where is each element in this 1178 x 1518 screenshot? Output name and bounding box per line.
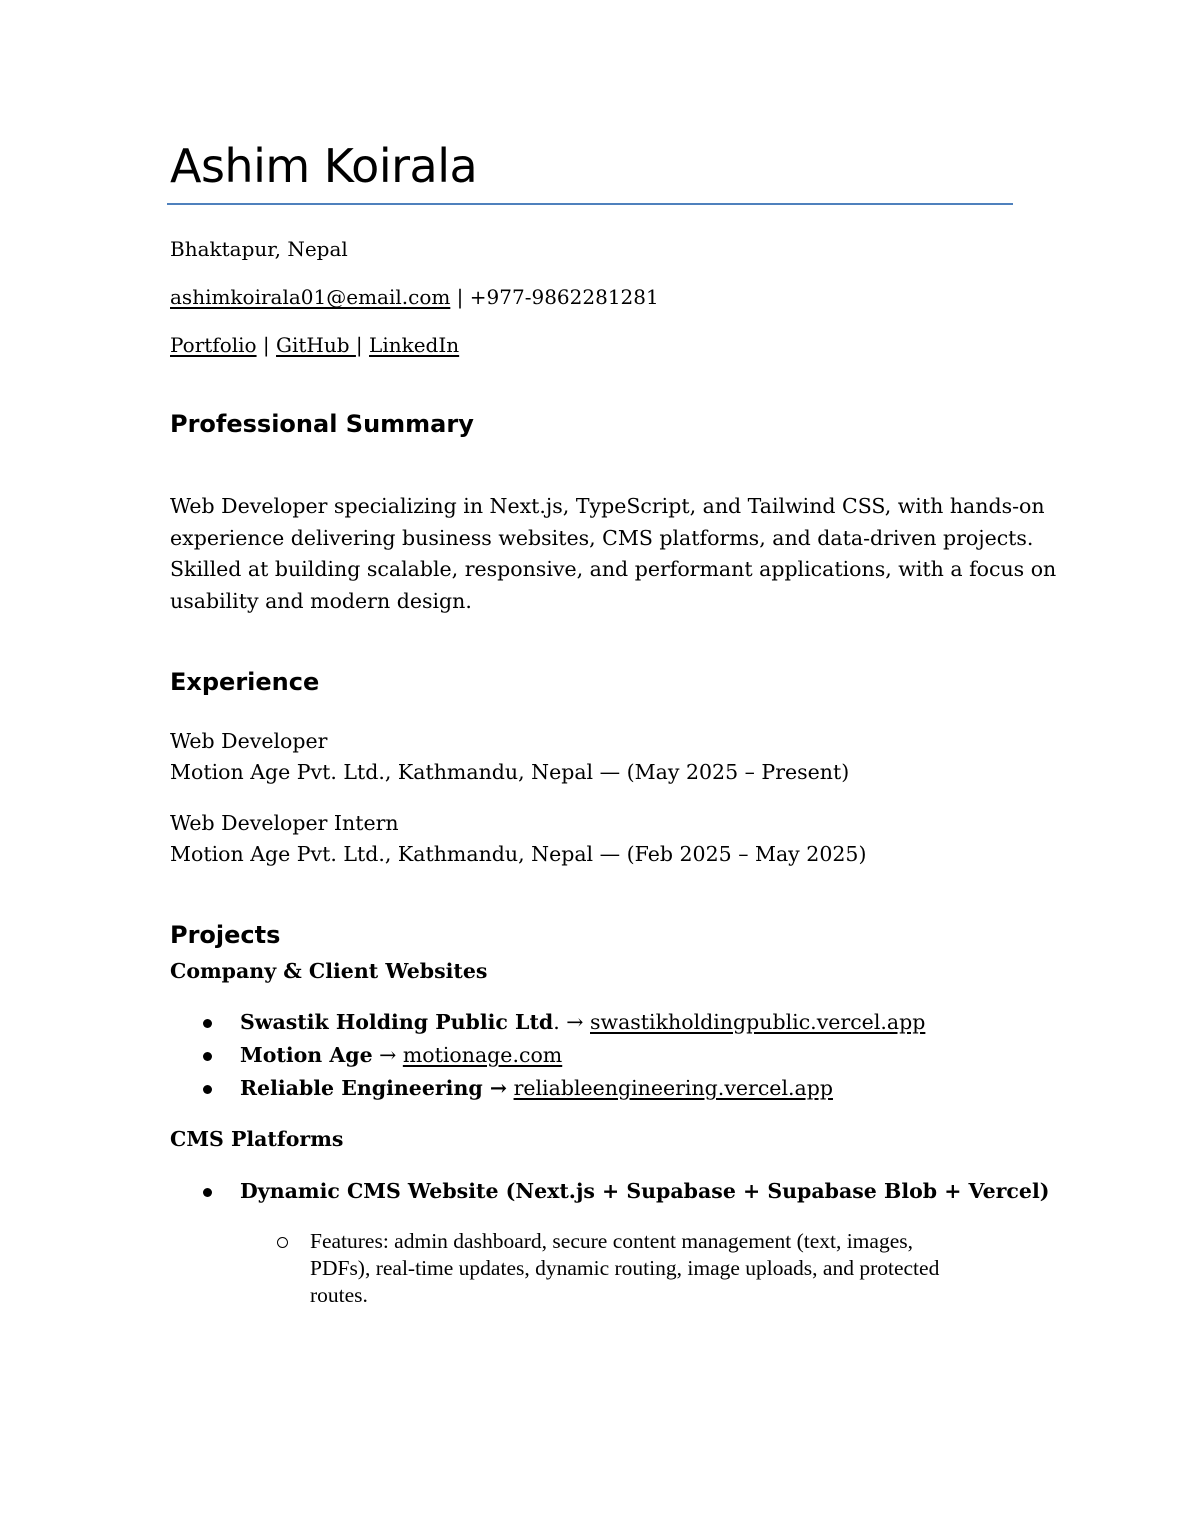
link-separator: | <box>256 333 277 357</box>
job-details: Motion Age Pvt. Ltd., Kathmandu, Nepal — (May 2025 – Present) <box>170 760 850 784</box>
bullet-icon <box>203 1052 212 1061</box>
feature-line: Features: admin dashboard, secure content management (text, images, <box>310 1229 913 1253</box>
location: Bhaktapur, Nepal <box>170 237 348 261</box>
arrow-separator: → <box>372 1043 403 1067</box>
summary-line: usability and modern design. <box>170 588 472 613</box>
link-separator: | <box>355 333 370 357</box>
company-websites-subheading: Company & Client Websites <box>170 959 488 983</box>
job-title: Web Developer <box>170 729 328 753</box>
feature-line: routes. <box>310 1283 368 1307</box>
contact-separator: | <box>450 285 470 309</box>
project-link[interactable]: motionage.com <box>402 1043 563 1067</box>
projects-heading: Projects <box>170 921 281 949</box>
summary-line: Skilled at building scalable, responsive, and performant applications, with a focus on <box>170 557 1057 581</box>
contact-line <box>170 283 659 311</box>
header-divider <box>167 203 1013 205</box>
profile-links <box>170 331 459 359</box>
arrow-separator: . → <box>553 1010 590 1034</box>
portfolio-link[interactable]: Portfolio <box>170 333 257 357</box>
feature-text <box>310 1228 1010 1309</box>
summary-line: experience delivering business websites, CMS platforms, and data-driven projects. <box>170 525 1034 550</box>
project-link[interactable]: reliableengineering.vercel.app <box>513 1076 833 1100</box>
email-link[interactable]: ashimkoirala01@email.com <box>170 285 451 309</box>
hollow-bullet-icon <box>277 1237 288 1248</box>
project-name: Swastik Holding Public Ltd <box>240 1010 554 1034</box>
phone-number: +977-9862281281 <box>469 285 659 309</box>
job-title: Web Developer Intern <box>170 811 399 835</box>
bullet-icon <box>203 1188 212 1197</box>
bullet-icon <box>203 1019 212 1028</box>
experience-heading: Experience <box>170 668 320 696</box>
cms-platforms-subheading: CMS Platforms <box>170 1127 344 1151</box>
project-link[interactable]: swastikholdingpublic.vercel.app <box>590 1010 926 1034</box>
bullet-icon <box>203 1085 212 1094</box>
project-name: Reliable Engineering → <box>240 1076 508 1100</box>
job-details: Motion Age Pvt. Ltd., Kathmandu, Nepal — (Feb 2025 – May 2025) <box>170 842 867 866</box>
cms-project-name: Dynamic CMS Website (Next.js + Supabase + Supabase Blob + Vercel) <box>240 1179 1050 1203</box>
linkedin-link[interactable]: LinkedIn <box>369 333 460 357</box>
summary-paragraph <box>170 491 1057 617</box>
summary-heading: Professional Summary <box>170 410 474 438</box>
candidate-name: Ashim Koirala <box>170 139 478 193</box>
github-link[interactable]: GitHub <box>276 333 356 357</box>
summary-line: Web Developer specializing in Next.js, TypeScript, and Tailwind CSS, with hands-on <box>170 494 1045 518</box>
feature-line: PDFs), real-time updates, dynamic routing, image uploads, and protected <box>310 1256 940 1280</box>
project-name: Motion Age <box>240 1043 373 1067</box>
